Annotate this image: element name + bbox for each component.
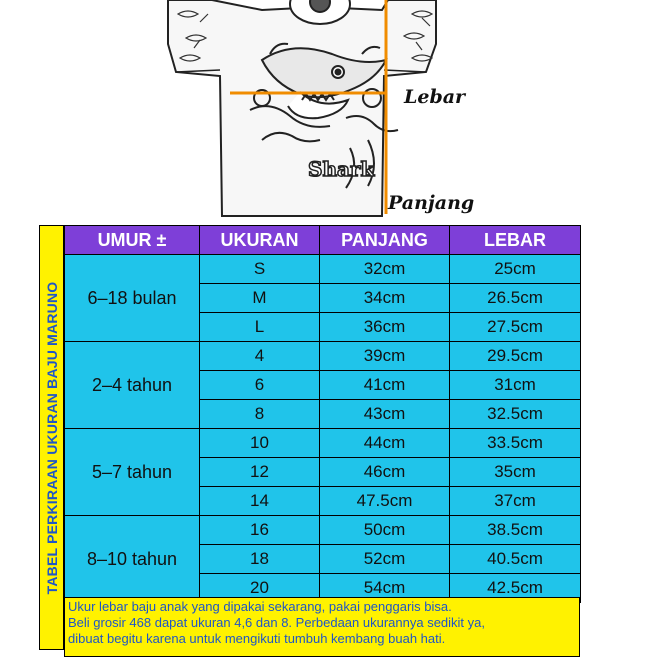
age-cell: 8–10 tahun [65, 516, 200, 603]
table-row [65, 516, 581, 545]
length-cell: 43cm [320, 400, 450, 429]
width-cell: 35cm [450, 458, 581, 487]
size-cell: 6 [200, 371, 320, 400]
length-cell: 46cm [320, 458, 450, 487]
size-cell: 16 [200, 516, 320, 545]
width-cell: 31cm [450, 371, 581, 400]
note-line: Beli grosir 468 dapat ukuran 4,6 dan 8. Perbedaan ukurannya sedikit ya, [68, 615, 485, 630]
age-cell: 6–18 bulan [65, 255, 200, 342]
size-cell: 4 [200, 342, 320, 371]
table-header-row [65, 226, 581, 255]
length-cell: 47.5cm [320, 487, 450, 516]
width-cell: 37cm [450, 487, 581, 516]
age-cell: 5–7 tahun [65, 429, 200, 516]
note-line: Ukur lebar baju anak yang dipakai sekarang, pakai penggaris bisa. [68, 599, 452, 614]
length-cell: 44cm [320, 429, 450, 458]
length-cell: 50cm [320, 516, 450, 545]
header-umur: UMUR ± [65, 226, 200, 255]
table-row [65, 255, 581, 284]
header-panjang: PANJANG [320, 226, 450, 255]
width-cell: 42.5cm [450, 574, 581, 603]
size-cell: 18 [200, 545, 320, 574]
note-line: dibuat begitu karena untuk mengikuti tumbuh kembang buah hati. [68, 631, 446, 646]
size-cell: L [200, 313, 320, 342]
length-cell: 34cm [320, 284, 450, 313]
width-cell: 40.5cm [450, 545, 581, 574]
size-cell: M [200, 284, 320, 313]
size-cell: 14 [200, 487, 320, 516]
size-cell: 12 [200, 458, 320, 487]
length-label: Panjang [388, 192, 475, 214]
size-cell: 10 [200, 429, 320, 458]
table-row [65, 342, 581, 371]
width-cell: 25cm [450, 255, 581, 284]
table-row [65, 429, 581, 458]
table-side-title [39, 225, 64, 650]
length-cell: 36cm [320, 313, 450, 342]
header-lebar: LEBAR [450, 226, 581, 255]
length-cell: 54cm [320, 574, 450, 603]
length-cell: 52cm [320, 545, 450, 574]
length-cell: 41cm [320, 371, 450, 400]
width-cell: 27.5cm [450, 313, 581, 342]
width-cell: 26.5cm [450, 284, 581, 313]
tshirt-illustration [0, 0, 646, 222]
age-cell: 2–4 tahun [65, 342, 200, 429]
width-cell: 32.5cm [450, 400, 581, 429]
length-cell: 39cm [320, 342, 450, 371]
shirt-text: Shark [308, 157, 375, 181]
size-note [64, 597, 580, 657]
width-cell: 38.5cm [450, 516, 581, 545]
length-cell: 32cm [320, 255, 450, 284]
size-cell: 8 [200, 400, 320, 429]
size-cell: 20 [200, 574, 320, 603]
width-cell: 33.5cm [450, 429, 581, 458]
side-title-text: TABEL PERKIRAAN UKURAN BAJU MARUNO [44, 281, 60, 595]
width-label: Lebar [404, 86, 466, 108]
width-cell: 29.5cm [450, 342, 581, 371]
size-cell: S [200, 255, 320, 284]
size-chart-table [64, 225, 581, 603]
header-ukuran: UKURAN [200, 226, 320, 255]
